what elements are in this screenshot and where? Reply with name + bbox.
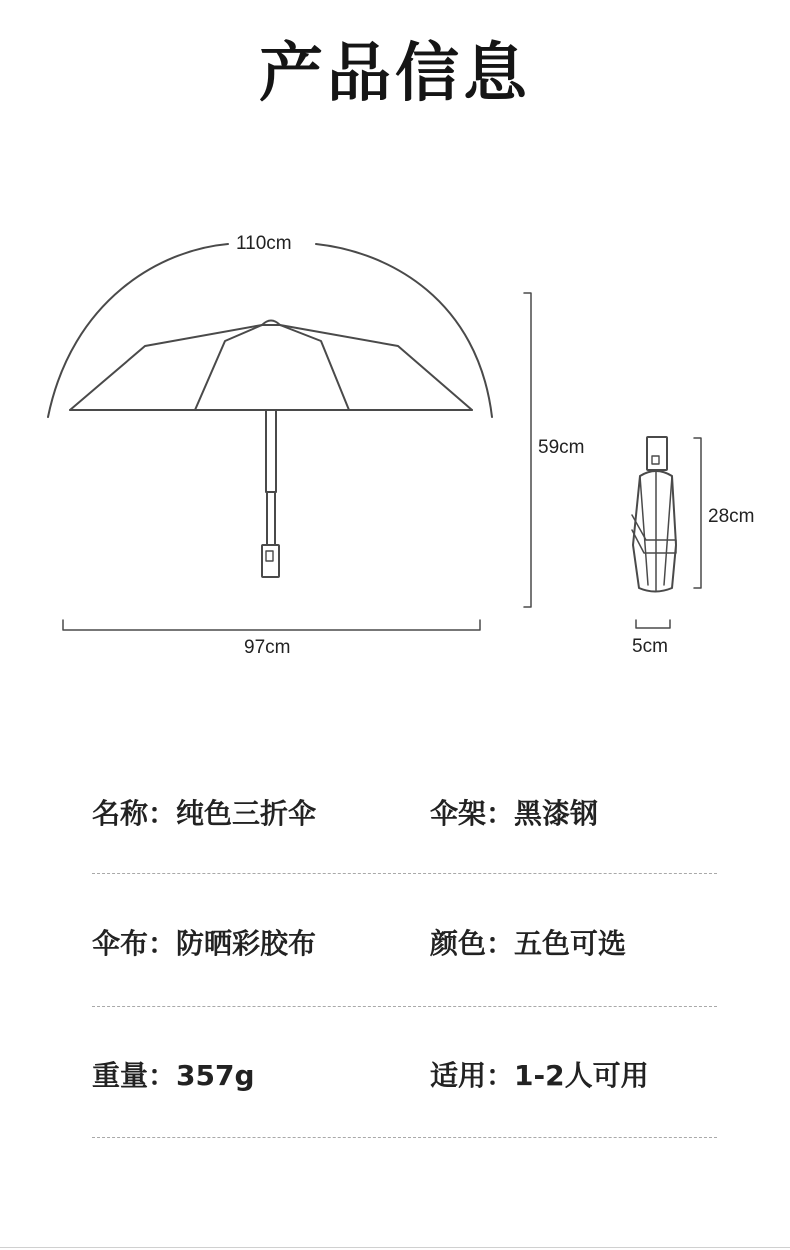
open-arc-line-right: [316, 244, 492, 417]
spec-value: 1-2人可用: [514, 1059, 649, 1092]
umbrella-rib: [195, 325, 262, 410]
spec-label: 适用：: [430, 1059, 515, 1092]
spec-label: 重量：: [92, 1059, 177, 1092]
spec-label: 颜色：: [430, 927, 515, 960]
open-width-label: 97cm: [244, 637, 291, 658]
page-bottom-border: [0, 1247, 790, 1248]
folded-umbrella-body: [633, 471, 676, 592]
folded-umbrella-handle: [647, 437, 667, 470]
spec-label: 伞布：: [92, 927, 177, 960]
spec-value: 纯色三折伞: [176, 797, 317, 830]
spec-value: 357g: [176, 1059, 255, 1092]
folded-height-label: 28cm: [708, 506, 755, 527]
open-height-label: 59cm: [538, 437, 585, 458]
divider: [92, 1137, 717, 1138]
spec-value: 黑漆钢: [514, 797, 599, 830]
open-arc-line: [48, 244, 228, 417]
spec-item-fabric: [92, 922, 316, 962]
umbrella-rib: [280, 325, 349, 410]
umbrella-shaft: [266, 410, 276, 492]
divider: [92, 1006, 717, 1007]
spec-item-weight: [92, 1054, 255, 1094]
spec-label: 伞架：: [430, 797, 515, 830]
folded-width-dimension-line: [636, 620, 670, 628]
height-dimension-line: [524, 293, 531, 607]
spec-item-color: [430, 922, 626, 962]
width-dimension-line: [63, 620, 480, 630]
page-title: 产品信息: [259, 37, 531, 111]
open-arc-label: 110cm: [236, 233, 292, 254]
folded-width-label: 5cm: [632, 636, 668, 657]
divider: [92, 873, 717, 874]
spec-value: 五色可选: [514, 927, 627, 960]
spec-value: 防晒彩胶布: [176, 927, 317, 960]
spec-item-name: [92, 792, 316, 832]
folded-height-dimension-line: [694, 438, 701, 588]
spec-item-capacity: [430, 1054, 649, 1094]
open-umbrella-canopy: [70, 325, 472, 410]
spec-label: 名称：: [92, 797, 177, 830]
spec-item-frame: [430, 792, 598, 832]
